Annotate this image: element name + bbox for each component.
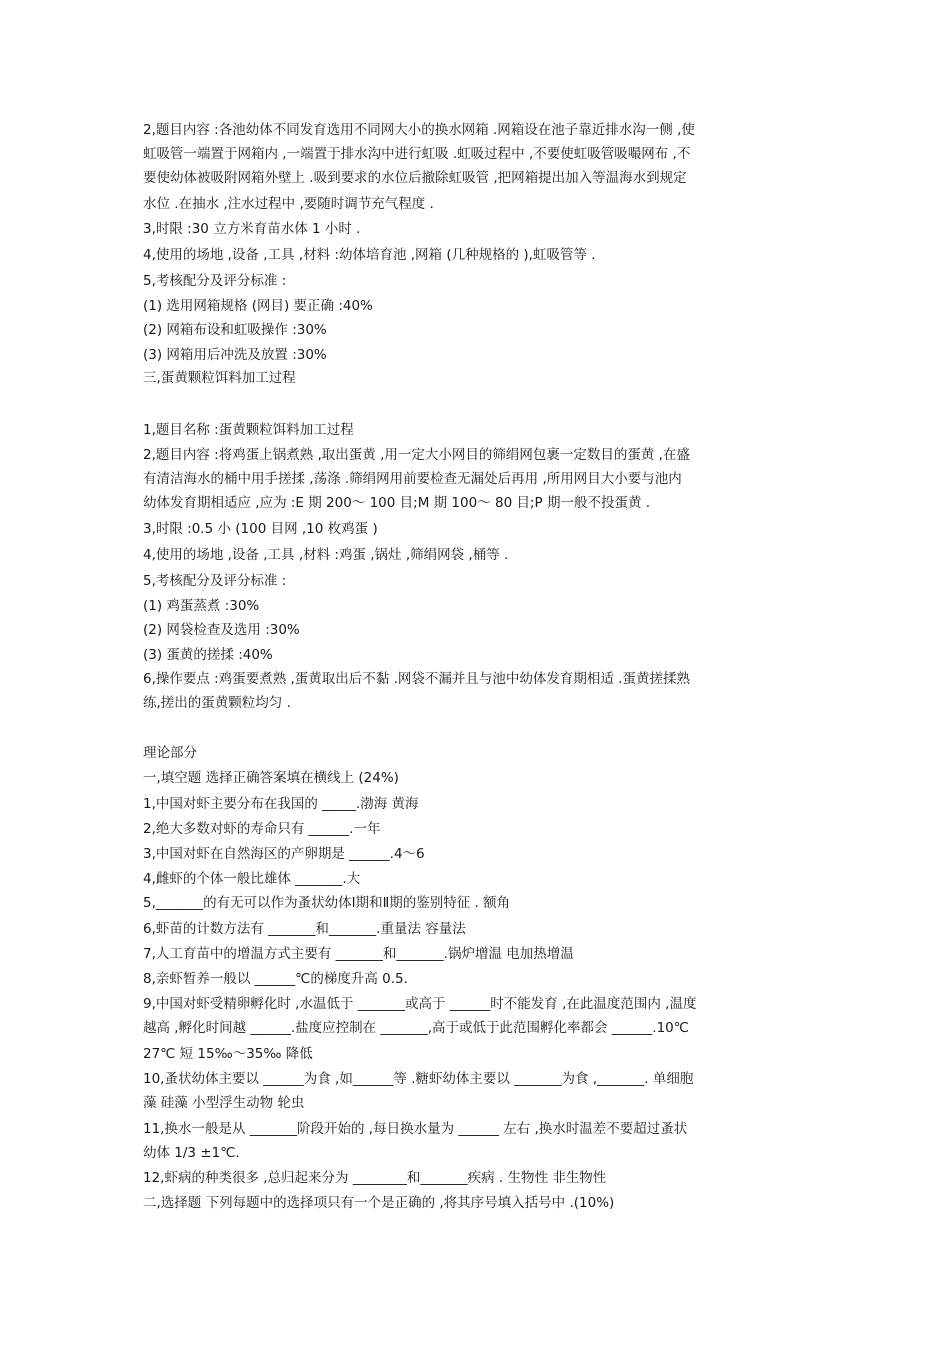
text-line: 7,人工育苗中的增温方式主要有 _______和_______.锅炉增温 电加热增温	[143, 946, 574, 962]
text-line: 水位 .在抽水 ,注水过程中 ,要随时调节充气程度 .	[143, 196, 434, 212]
text-line: 1,中国对虾主要分布在我国的 _____.渤海 黄海	[143, 796, 419, 812]
text-line: 要使幼体被吸附网箱外壁上 .吸到要求的水位后撤除虹吸管 ,把网箱提出加入等温海水到规定	[143, 170, 687, 186]
text-line: 越高 ,孵化时间越 ______.盐度应控制在 _______,高于或低于此范围孵化率都会 ______.10℃	[143, 1020, 689, 1036]
section-heading: 一,填空题 选择正确答案填在横线上 (24%)	[143, 770, 399, 786]
text-line: 6,虾苗的计数方法有 _______和_______.重量法 容量法	[143, 921, 466, 937]
text-line: 9,中国对虾受精卵孵化时 ,水温低于 _______或高于 ______时不能发育 ,在此温度范围内 ,温度	[143, 996, 697, 1012]
text-line: 5,_______的有无可以作为蚤状幼体Ⅰ期和Ⅱ期的鉴别特征 . 额角	[143, 895, 511, 911]
section-heading: 二,选择题 下列每题中的选择项只有一个是正确的 ,将其序号填入括号中 .(10%)	[143, 1195, 615, 1211]
text-line: 1,题目名称 :蛋黄颗粒饵料加工过程	[143, 422, 354, 438]
text-line: 2,题目内容 :各池幼体不同发育选用不同网大小的换水网箱 .网箱设在池子靠近排水沟一侧 ,使	[143, 122, 695, 138]
text-line: (2) 网箱布设和虹吸操作 :30%	[143, 322, 327, 338]
text-line: 3,时限 :0.5 小 (100 目网 ,10 枚鸡蛋 )	[143, 521, 378, 537]
text-line: 4,使用的场地 ,设备 ,工具 ,材料 :幼体培育池 ,网箱 (几种规格的 ),虹吸管等 .	[143, 247, 596, 263]
text-line: (1) 选用网箱规格 (网目) 要正确 :40%	[143, 298, 373, 314]
text-line: 2,题目内容 :将鸡蛋上锅煮熟 ,取出蛋黄 ,用一定大小网目的筛绢网包裹一定数目的蛋黄 ,在盛	[143, 447, 690, 463]
text-line: 虹吸管一端置于网箱内 ,一端置于排水沟中进行虹吸 .虹吸过程中 ,不要使虹吸管吸嘬网布 ,不	[143, 146, 691, 162]
text-line: 5,考核配分及评分标准 :	[143, 573, 287, 589]
text-line: 10,蚤状幼体主要以 ______为食 ,如______等 .糖虾幼体主要以 _______为食 ,_______. 单细胞	[143, 1071, 694, 1087]
text-line: 2,绝大多数对虾的寿命只有 ______.一年	[143, 821, 381, 837]
section-heading: 理论部分	[143, 745, 197, 761]
text-line: 6,操作要点 :鸡蛋要煮熟 ,蛋黄取出后不黏 .网袋不漏并且与池中幼体发育期相适 .蛋黄搓揉熟	[143, 671, 690, 687]
text-line: 3,时限 :30 立方米育苗水体 1 小时 .	[143, 221, 361, 237]
text-line: 藻 硅藻 小型浮生动物 轮虫	[143, 1095, 305, 1111]
text-line: 3,中国对虾在自然海区的产卵期是 ______.4～6	[143, 846, 425, 862]
text-line: 8,亲虾暂养一般以 ______℃的梯度升高 0.5.	[143, 971, 408, 987]
text-line: (3) 蛋黄的搓揉 :40%	[143, 647, 273, 663]
text-line: (1) 鸡蛋蒸煮 :30%	[143, 598, 260, 614]
text-line: (2) 网袋检查及选用 :30%	[143, 622, 300, 638]
text-line: 5,考核配分及评分标准 :	[143, 273, 287, 289]
text-line: 有清洁海水的桶中用手搓揉 ,荡涤 .筛绢网用前要检查无漏处后再用 ,所用网目大小要与池内	[143, 471, 682, 487]
text-line: 12,虾病的种类很多 ,总归起来分为 ________和_______疾病 . 生物性 非生物性	[143, 1170, 607, 1186]
text-line: 幼体 1/3 ±1℃.	[143, 1145, 240, 1161]
text-line: 11,换水一般是从 _______阶段开始的 ,每日换水量为 ______ 左右 ,换水时温差不要超过蚤状	[143, 1121, 688, 1137]
text-line: 幼体发育期相适应 ,应为 :E 期 200～ 100 目;M 期 100～ 80 目;P 期一般不投蛋黄 .	[143, 495, 651, 511]
section-heading: 三,蛋黄颗粒饵料加工过程	[143, 370, 296, 386]
text-line: 27℃ 短 15‰～35‰ 降低	[143, 1046, 313, 1062]
text-line: 练,搓出的蛋黄颗粒均匀 .	[143, 695, 291, 711]
text-line: (3) 网箱用后冲洗及放置 :30%	[143, 347, 327, 363]
text-line: 4,使用的场地 ,设备 ,工具 ,材料 :鸡蛋 ,锅灶 ,筛绢网袋 ,桶等 .	[143, 547, 509, 563]
text-line: 4,雌虾的个体一般比雄体 _______.大	[143, 871, 361, 887]
